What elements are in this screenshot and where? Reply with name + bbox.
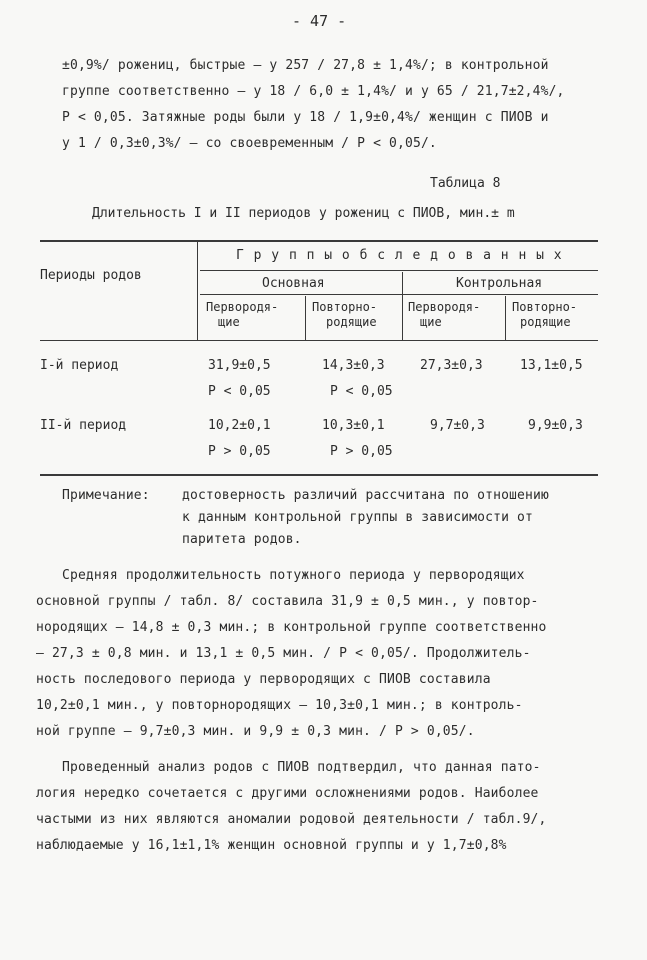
text-line: нородящих – 14,8 ± 0,3 мин.; в контрольной группе соответственно <box>36 620 547 635</box>
text-line: 10,2±0,1 мин., у повторнородящих – 10,3±0,1 мин.; в контроль- <box>36 698 523 713</box>
text-line: ной группе – 9,7±0,3 мин. и 9,9 ± 0,3 мин. / P > 0,05/. <box>36 724 475 739</box>
header-main-multiparous: Повторно- родящие <box>312 300 378 329</box>
header-control-primiparous: Первородя- щие <box>408 300 481 329</box>
table-label: Таблица 8 <box>430 176 501 191</box>
column-divider <box>305 296 306 340</box>
column-divider <box>505 296 506 340</box>
cell-main-primiparous: 10,2±0,1 <box>208 418 271 433</box>
text-line: ±0,9%/ рожениц, быстрые – у 257 / 27,8 ± 1,4%/; в контрольной <box>62 58 549 73</box>
table-bottom-rule <box>40 474 598 476</box>
cell-main-primiparous: 31,9±0,5 <box>208 358 271 373</box>
cell-p-value: P < 0,05 <box>330 384 393 399</box>
cell-control-primiparous: 27,3±0,3 <box>420 358 483 373</box>
cell-control-multiparous: 13,1±0,5 <box>520 358 583 373</box>
row-period-label: I-й период <box>40 358 119 373</box>
text-line: Средняя продолжительность потужного периода у первородящих <box>62 568 525 583</box>
table-top-rule <box>40 240 598 242</box>
text-line: логия нередко сочетается с другими осложнениями родов. Наиболее <box>36 786 539 801</box>
group-rule <box>200 270 598 271</box>
note-line: паритета родов. <box>182 532 302 547</box>
header-main: Основная <box>262 276 325 291</box>
table-title: Длительность I и II периодов у рожениц с ПИОВ, мин.± m <box>92 206 515 221</box>
column-divider <box>402 272 403 340</box>
row-period-label: II-й период <box>40 418 127 433</box>
column-divider <box>197 242 198 340</box>
cell-control-multiparous: 9,9±0,3 <box>528 418 583 433</box>
cell-p-value: P < 0,05 <box>208 384 271 399</box>
text-line: группе соответственно – у 18 / 6,0 ± 1,4%/ и у 65 / 21,7±2,4%/, <box>62 84 565 99</box>
cell-p-value: P > 0,05 <box>208 444 271 459</box>
text-line: основной группы / табл. 8/ составила 31,9 ± 0,5 мин., у повтор- <box>36 594 539 609</box>
header-groups: Г р у п п ы о б с л е д о в а н н ы х <box>236 248 563 263</box>
text-line: у 1 / 0,3±0,3%/ – со своевременным / P < 0,05/. <box>62 136 437 151</box>
note-line: к данным контрольной группы в зависимости от <box>182 510 533 525</box>
page-number: - 47 - <box>292 12 347 30</box>
cell-main-multiparous: 14,3±0,3 <box>322 358 385 373</box>
text-line: наблюдаемые у 16,1±1,1% женщин основной группы и у 1,7±0,8% <box>36 838 507 853</box>
text-line: частыми из них являются аномалии родовой деятельности / табл.9/, <box>36 812 547 827</box>
subgroup-rule <box>200 294 598 295</box>
text-line: P < 0,05. Затяжные роды были у 18 / 1,9±0,4%/ женщин с ПИОВ и <box>62 110 549 125</box>
header-periods: Периоды родов <box>40 268 142 283</box>
header-bottom-rule <box>40 340 598 341</box>
header-control-multiparous: Повторно- родящие <box>512 300 578 329</box>
note-line: достоверность различий рассчитана по отношению <box>182 488 549 503</box>
note-label: Примечание: <box>62 488 150 503</box>
cell-main-multiparous: 10,3±0,1 <box>322 418 385 433</box>
header-control: Контрольная <box>456 276 543 291</box>
text-line: ность последового периода у первородящих с ПИОВ составила <box>36 672 491 687</box>
cell-p-value: P > 0,05 <box>330 444 393 459</box>
text-line: Проведенный анализ родов с ПИОВ подтвердил, что данная пато- <box>62 760 541 775</box>
text-line: – 27,3 ± 0,8 мин. и 13,1 ± 0,5 мин. / P < 0,05/. Продолжитель- <box>36 646 531 661</box>
cell-control-primiparous: 9,7±0,3 <box>430 418 485 433</box>
header-main-primiparous: Первородя- щие <box>206 300 279 329</box>
